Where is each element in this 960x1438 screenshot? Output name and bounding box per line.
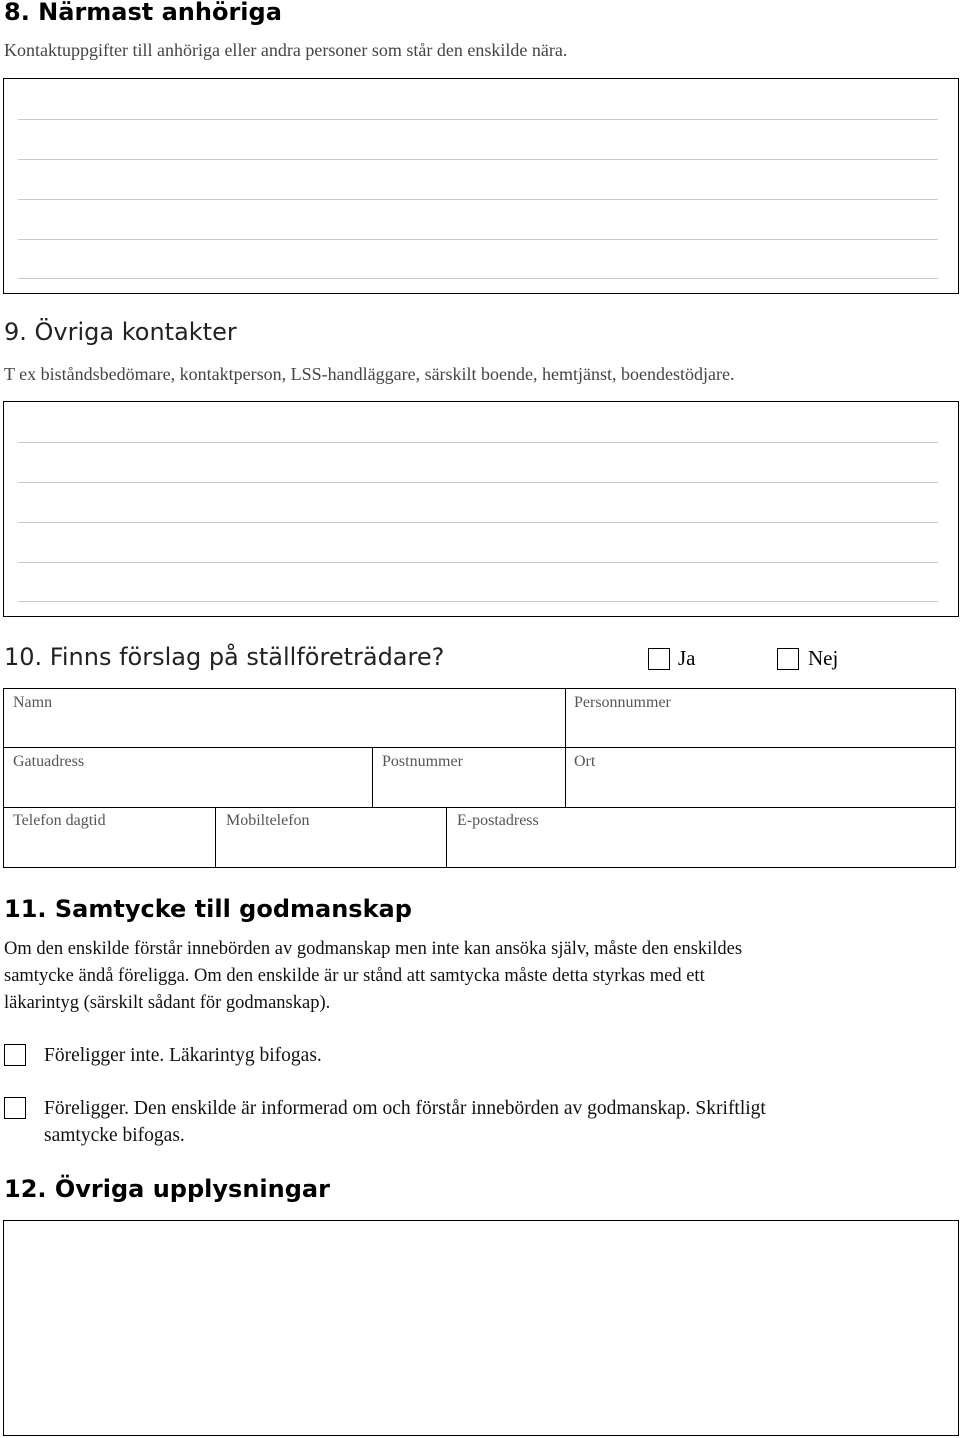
present-label-line: samtycke bifogas. xyxy=(44,1125,185,1146)
consent-paragraph xyxy=(4,936,949,1017)
not-present-checkbox[interactable] xyxy=(4,1044,26,1066)
present-label xyxy=(44,1095,944,1149)
no-checkbox[interactable] xyxy=(777,648,799,670)
section-8-subtitle: Kontaktuppgifter till anhöriga eller andra personer som står den enskilde nära. xyxy=(4,40,568,60)
grid-col-divider xyxy=(215,807,216,867)
grid-col-divider xyxy=(372,747,373,807)
write-line xyxy=(18,119,938,120)
write-line xyxy=(18,601,938,602)
section-8-title: 8. Närmast anhöriga xyxy=(4,0,282,26)
no-label: Nej xyxy=(808,646,839,670)
other-information-box[interactable] xyxy=(3,1220,959,1436)
write-line xyxy=(18,239,938,240)
write-line xyxy=(18,522,938,523)
consent-paragraph-line: Om den enskilde förstår innebörden av godmanskap men inte kan ansöka själv, måste den enskildes xyxy=(4,939,743,959)
postal-code-label: Postnummer xyxy=(382,753,463,770)
city-label: Ort xyxy=(574,753,596,770)
email-label: E-postadress xyxy=(457,812,539,829)
yes-checkbox[interactable] xyxy=(648,648,670,670)
not-present-label: Föreligger inte. Läkarintyg bifogas. xyxy=(44,1045,322,1066)
name-label: Namn xyxy=(13,694,53,711)
grid-row-divider xyxy=(4,807,955,808)
write-line xyxy=(18,562,938,563)
close-relatives-box[interactable] xyxy=(3,78,959,294)
name-field[interactable] xyxy=(6,691,566,745)
email-field[interactable] xyxy=(448,809,955,865)
personal-number-field[interactable] xyxy=(567,691,955,745)
section-10-title: 10. Finns förslag på ställföreträdare? xyxy=(4,643,445,671)
mobile-field[interactable] xyxy=(217,809,445,865)
section-11-title: 11. Samtycke till godmanskap xyxy=(4,895,412,923)
street-address-label: Gatuadress xyxy=(13,753,85,770)
grid-row-divider xyxy=(4,747,955,748)
phone-day-field[interactable] xyxy=(6,809,214,865)
consent-paragraph-line: läkarintyg (särskilt sådant för godmanskap). xyxy=(4,993,331,1013)
write-line xyxy=(18,278,938,279)
write-line xyxy=(18,482,938,483)
section-12-title: 12. Övriga upplysningar xyxy=(4,1175,330,1203)
present-label-line: Föreligger. Den enskilde är informerad om och förstår innebörden av godmanskap. Skriftligt xyxy=(44,1098,766,1119)
section-9-subtitle: T ex biståndsbedömare, kontaktperson, LSS-handläggare, särskilt boende, hemtjänst, boendestödjare. xyxy=(4,364,735,384)
section-9-title: 9. Övriga kontakter xyxy=(4,318,237,346)
write-line xyxy=(18,442,938,443)
grid-col-divider xyxy=(446,807,447,867)
present-checkbox[interactable] xyxy=(4,1097,26,1119)
mobile-label: Mobiltelefon xyxy=(226,812,310,829)
city-field[interactable] xyxy=(567,750,955,804)
postal-code-field[interactable] xyxy=(374,750,564,804)
write-line xyxy=(18,159,938,160)
write-line xyxy=(18,199,938,200)
personal-number-label: Personnummer xyxy=(574,694,671,711)
yes-label: Ja xyxy=(678,646,696,670)
phone-day-label: Telefon dagtid xyxy=(13,812,106,829)
street-address-field[interactable] xyxy=(6,750,372,804)
consent-paragraph-line: samtycke ändå föreligga. Om den enskilde är ur stånd att samtycka måste detta styrkas med ett xyxy=(4,966,705,986)
other-contacts-box[interactable] xyxy=(3,401,959,617)
